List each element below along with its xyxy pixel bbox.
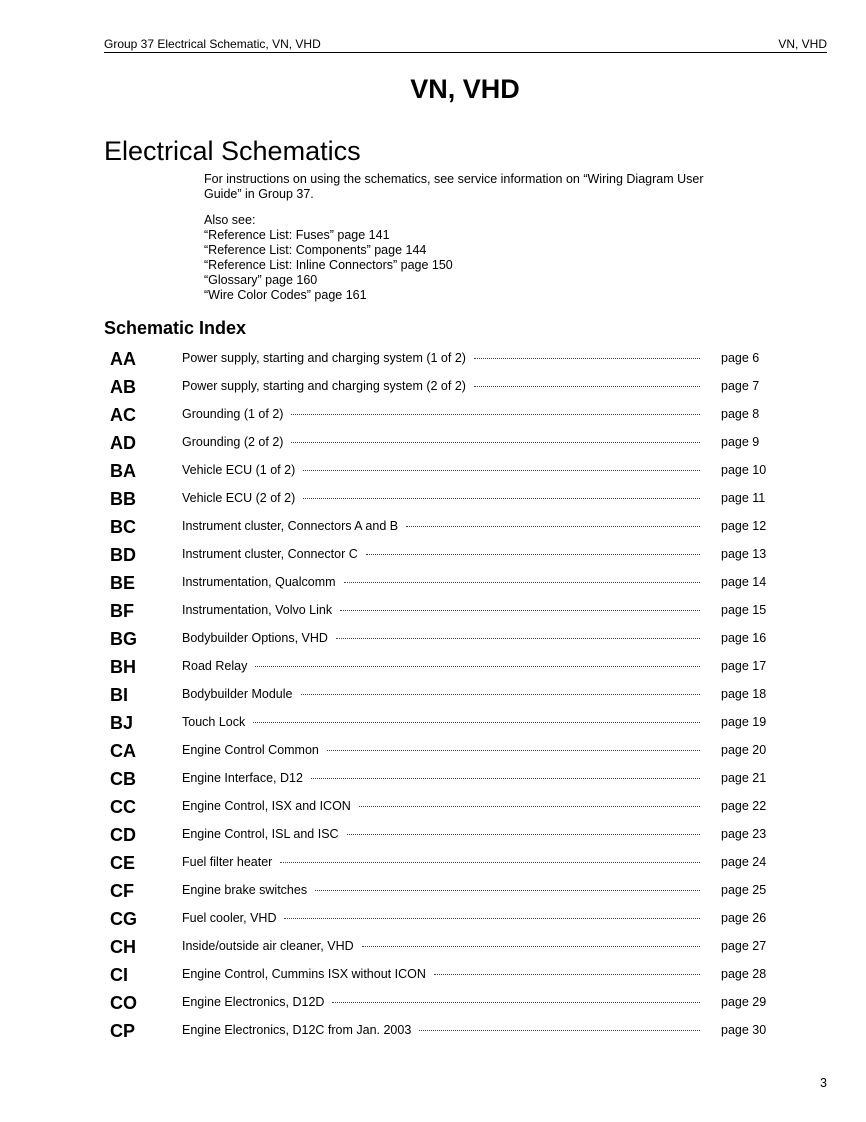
index-page-ref[interactable]: page 25	[721, 883, 767, 897]
index-code: CH	[110, 937, 136, 957]
index-code: CF	[110, 881, 134, 901]
dot-leader	[253, 722, 700, 723]
index-code: CI	[110, 965, 128, 985]
index-description: Vehicle ECU (2 of 2)	[182, 491, 296, 505]
index-page-ref[interactable]: page 30	[721, 1023, 767, 1037]
index-description: Engine brake switches	[182, 883, 308, 897]
reference-link-glossary[interactable]: “Glossary” page 160	[204, 273, 318, 287]
index-code: CE	[110, 853, 136, 873]
index-row-ca[interactable]	[110, 738, 790, 766]
section-title: Electrical Schematics	[104, 136, 361, 166]
index-row-ch[interactable]	[110, 934, 790, 962]
index-page-ref[interactable]: page 17	[721, 659, 767, 673]
index-page-ref[interactable]: page 8	[721, 407, 760, 421]
page-number: 3	[820, 1076, 827, 1090]
index-row-bb[interactable]	[110, 486, 790, 514]
index-row-ab[interactable]	[110, 374, 790, 402]
index-entry-leader	[182, 939, 700, 953]
index-row-cc[interactable]	[110, 794, 790, 822]
index-code: BH	[110, 657, 136, 677]
index-description: Grounding (2 of 2)	[182, 435, 284, 449]
index-entry-leader	[182, 715, 700, 729]
dot-leader	[291, 414, 700, 415]
index-code: BA	[110, 461, 136, 481]
reference-link-wire-color-codes[interactable]: “Wire Color Codes” page 161	[204, 288, 367, 302]
also-see-label: Also see:	[204, 213, 256, 227]
index-row-bg[interactable]	[110, 626, 790, 654]
index-code: CO	[110, 993, 137, 1013]
index-description: Instrumentation, Volvo Link	[182, 603, 333, 617]
index-description: Engine Control, ISX and ICON	[182, 799, 351, 813]
index-entry-leader	[182, 827, 700, 841]
index-row-cf[interactable]	[110, 878, 790, 906]
index-page-ref[interactable]: page 14	[721, 575, 767, 589]
index-code: BE	[110, 573, 136, 593]
index-code: BG	[110, 629, 137, 649]
index-row-bd[interactable]	[110, 542, 790, 570]
index-description: Instrument cluster, Connectors A and B	[182, 519, 399, 533]
index-code: AD	[110, 433, 136, 453]
dot-leader	[336, 638, 700, 639]
index-description: Engine Electronics, D12C from Jan. 2003	[182, 1023, 412, 1037]
index-row-bi[interactable]	[110, 682, 790, 710]
index-entry-leader	[182, 491, 700, 505]
index-code: BB	[110, 489, 136, 509]
dot-leader	[359, 806, 700, 807]
index-description: Road Relay	[182, 659, 248, 673]
dot-leader	[362, 946, 700, 947]
index-description: Instrumentation, Qualcomm	[182, 575, 336, 589]
dot-leader	[315, 890, 700, 891]
index-description: Grounding (1 of 2)	[182, 407, 284, 421]
dot-leader	[434, 974, 700, 975]
dot-leader	[303, 470, 700, 471]
index-page-ref[interactable]: page 19	[721, 715, 767, 729]
index-page-ref[interactable]: page 12	[721, 519, 767, 533]
index-description: Engine Control, ISL and ISC	[182, 827, 339, 841]
index-page-ref[interactable]: page 18	[721, 687, 767, 701]
index-row-cp[interactable]	[110, 1018, 790, 1046]
running-header	[104, 36, 827, 53]
index-row-bh[interactable]	[110, 654, 790, 682]
index-page-ref[interactable]: page 13	[721, 547, 767, 561]
index-entry-leader	[182, 631, 700, 645]
index-code: BI	[110, 685, 128, 705]
document-title: VN, VHD	[410, 74, 520, 104]
index-entry-leader	[182, 743, 700, 757]
index-description: Bodybuilder Module	[182, 687, 293, 701]
index-code: BF	[110, 601, 134, 621]
index-code: CA	[110, 741, 136, 761]
index-page-ref[interactable]: page 24	[721, 855, 767, 869]
index-entry-leader	[182, 799, 700, 813]
index-row-bj[interactable]	[110, 710, 790, 738]
index-row-be[interactable]	[110, 570, 790, 598]
index-code: AA	[110, 349, 136, 369]
reference-link-components[interactable]: “Reference List: Components” page 144	[204, 243, 427, 257]
index-entry-leader	[182, 911, 700, 925]
dot-leader	[303, 498, 700, 499]
dot-leader	[344, 582, 700, 583]
index-row-bc[interactable]	[110, 514, 790, 542]
index-entry-leader	[182, 519, 700, 533]
dot-leader	[419, 1030, 700, 1031]
index-entry-leader	[182, 855, 700, 869]
dot-leader	[406, 526, 700, 527]
index-page-ref[interactable]: page 29	[721, 995, 767, 1009]
index-entry-leader	[182, 883, 700, 897]
index-entry-leader	[182, 463, 700, 477]
index-entry-leader	[182, 967, 700, 981]
index-code: BD	[110, 545, 136, 565]
dot-leader	[301, 694, 701, 695]
dot-leader	[474, 358, 700, 359]
index-code: AC	[110, 405, 136, 425]
index-page-ref[interactable]: page 7	[721, 379, 760, 393]
index-entry-leader	[182, 379, 700, 393]
index-entry-leader	[182, 547, 700, 561]
index-page-ref[interactable]: page 16	[721, 631, 767, 645]
index-page-ref[interactable]: page 23	[721, 827, 767, 841]
index-description: Touch Lock	[182, 715, 246, 729]
index-row-bf[interactable]	[110, 598, 790, 626]
index-entry-leader	[182, 575, 700, 589]
index-page-ref[interactable]: page 27	[721, 939, 767, 953]
index-description: Engine Interface, D12	[182, 771, 303, 785]
index-entry-leader	[182, 771, 700, 785]
dot-leader	[255, 666, 700, 667]
index-row-cd[interactable]	[110, 822, 790, 850]
index-row-ci[interactable]	[110, 962, 790, 990]
dot-leader	[327, 750, 700, 751]
index-page-ref[interactable]: page 21	[721, 771, 767, 785]
schematic-index-title: Schematic Index	[104, 318, 247, 338]
index-page-ref[interactable]: page 9	[721, 435, 760, 449]
header-left-text: Group 37 Electrical Schematic, VN, VHD	[104, 37, 321, 51]
index-page-ref[interactable]: page 11	[721, 491, 766, 505]
dot-leader	[474, 386, 700, 387]
index-description: Engine Electronics, D12D	[182, 995, 325, 1009]
index-row-co[interactable]	[110, 990, 790, 1018]
index-code: AB	[110, 377, 136, 397]
index-description: Vehicle ECU (1 of 2)	[182, 463, 296, 477]
dot-leader	[280, 862, 700, 863]
index-description: Inside/outside air cleaner, VHD	[182, 939, 354, 953]
reference-link-fuses[interactable]: “Reference List: Fuses” page 141	[204, 228, 390, 242]
index-code: CG	[110, 909, 137, 929]
index-description: Engine Control, Cummins ISX without ICON	[182, 967, 426, 981]
dot-leader	[291, 442, 700, 443]
index-entry-leader	[182, 407, 700, 421]
reference-link-inline-connectors[interactable]: “Reference List: Inline Connectors” page 150	[204, 258, 453, 272]
index-row-aa[interactable]	[110, 346, 790, 374]
index-description: Power supply, starting and charging system (2 of 2)	[182, 379, 466, 393]
index-page-ref[interactable]: page 26	[721, 911, 767, 925]
dot-leader	[332, 1002, 700, 1003]
dot-leader	[340, 610, 700, 611]
dot-leader	[311, 778, 700, 779]
index-entry-leader	[182, 351, 700, 365]
index-code: BC	[110, 517, 136, 537]
index-code: CD	[110, 825, 136, 845]
index-description: Bodybuilder Options, VHD	[182, 631, 328, 645]
dot-leader	[284, 918, 700, 919]
index-code: CC	[110, 797, 136, 817]
index-row-ad[interactable]	[110, 430, 790, 458]
index-page-ref[interactable]: page 15	[721, 603, 767, 617]
index-row-cb[interactable]	[110, 766, 790, 794]
index-entry-leader	[182, 603, 700, 617]
index-page-ref[interactable]: page 22	[721, 799, 767, 813]
index-entry-leader	[182, 659, 700, 673]
index-entry-leader	[182, 1023, 700, 1037]
index-row-ce[interactable]	[110, 850, 790, 878]
index-entry-leader	[182, 687, 700, 701]
index-row-ac[interactable]	[110, 402, 790, 430]
index-description: Power supply, starting and charging system (1 of 2)	[182, 351, 466, 365]
index-description: Engine Control Common	[182, 743, 319, 757]
index-code: BJ	[110, 713, 134, 733]
schematic-index-list	[110, 346, 790, 1046]
intro-instructions: For instructions on using the schematics, see service information on “Wiring Diagram User Guide” in Group 37.	[204, 172, 704, 201]
index-page-ref[interactable]: page 6	[721, 351, 760, 365]
dot-leader	[366, 554, 700, 555]
intro-block	[204, 172, 744, 303]
index-page-ref[interactable]: page 20	[721, 743, 767, 757]
index-page-ref[interactable]: page 10	[721, 463, 767, 477]
index-row-cg[interactable]	[110, 906, 790, 934]
index-code: CP	[110, 1021, 136, 1041]
index-page-ref[interactable]: page 28	[721, 967, 767, 981]
index-description: Instrument cluster, Connector C	[182, 547, 358, 561]
index-description: Fuel cooler, VHD	[182, 911, 277, 925]
index-entry-leader	[182, 995, 700, 1009]
dot-leader	[347, 834, 700, 835]
index-entry-leader	[182, 435, 700, 449]
index-row-ba[interactable]	[110, 458, 790, 486]
index-code: CB	[110, 769, 136, 789]
index-description: Fuel filter heater	[182, 855, 273, 869]
header-right-text: VN, VHD	[778, 37, 827, 51]
